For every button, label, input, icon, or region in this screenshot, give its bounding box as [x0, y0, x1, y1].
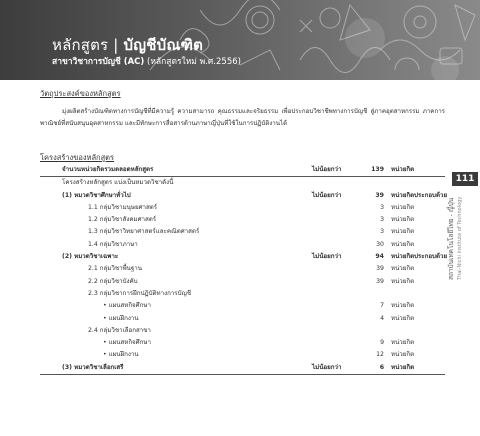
structure-row	[40, 337, 445, 349]
row-unit: หน่วยกิต	[391, 240, 415, 248]
subtitle-major: สาขาวิชาการบัญชี (AC)	[52, 57, 145, 67]
row-label: 2.1 กลุ่มวิชาพื้นฐาน	[88, 265, 142, 273]
structure-row	[40, 300, 445, 312]
structure-row	[40, 276, 445, 288]
row-label: จำนวนหน่วยกิตรวมตลอดหลักสูตร	[62, 166, 154, 173]
row-label: 2.2 กลุ่มวิชาบังคับ	[88, 277, 138, 285]
structure-row	[40, 226, 445, 238]
row-unit: หน่วยกิต	[391, 265, 415, 273]
row-label: • แผนสหกิจศึกษา	[103, 339, 151, 347]
row-note: ประกอบด้วย	[414, 191, 448, 199]
row-unit: หน่วยกิต	[391, 314, 415, 322]
row-label: โครงสร้างหลักสูตร แบ่งเป็นหมวดวิชาดังนี้	[62, 179, 174, 187]
row-label: • แผนฝึกงาน	[103, 314, 139, 322]
row-credits: 39	[376, 265, 384, 273]
row-credits: 4	[380, 314, 384, 322]
row-credits: 3	[380, 228, 384, 236]
row-unit: หน่วยกิต	[391, 277, 415, 285]
row-credits: 7	[380, 302, 384, 310]
row-condition: ไม่น้อยกว่า	[312, 191, 342, 199]
row-label: • แผนฝึกงาน	[103, 351, 139, 359]
title-prefix: หลักสูตร	[52, 36, 109, 54]
title-program: บัญชีบัณฑิต	[123, 36, 204, 54]
structure-row	[40, 239, 445, 251]
row-label: • แผนสหกิจศึกษา	[103, 302, 151, 310]
row-credits: 3	[380, 216, 384, 224]
structure-row	[40, 325, 445, 337]
row-unit: หน่วยกิต	[391, 228, 415, 236]
row-label: 1.2 กลุ่มวิชาสังคมศาสตร์	[88, 216, 157, 224]
row-credits: 139	[371, 166, 384, 173]
row-condition: ไม่น้อยกว่า	[312, 166, 342, 173]
row-note: ประกอบด้วย	[414, 253, 448, 261]
structure-row	[40, 190, 448, 202]
row-unit: หน่วยกิต	[391, 216, 415, 224]
row-label: 2.3 กลุ่มวิชาการฝึกปฏิบัติทางการบัญชี	[88, 289, 192, 297]
row-credits: 6	[379, 363, 384, 371]
row-condition: ไม่น้อยกว่า	[312, 363, 342, 371]
row-credits: 3	[380, 203, 384, 211]
row-unit: หน่วยกิต	[391, 191, 415, 199]
row-credits: 39	[376, 277, 384, 285]
row-label: (1) หมวดวิชาศึกษาทั่วไป	[62, 191, 131, 199]
structure-row	[40, 313, 445, 325]
row-credits: 30	[376, 240, 384, 248]
objectives-section	[40, 88, 445, 130]
institute-name-th: สถาบันเทคโนโลยีไทย - ญี่ปุ่น	[447, 197, 455, 280]
subtitle-curriculum: (หลักสูตรใหม่ พ.ศ.2556)	[147, 57, 241, 67]
page-title: หลักสูตร | บัญชีบัณฑิต	[52, 36, 204, 54]
row-unit: หน่วยกิต	[391, 339, 415, 347]
row-label: (2) หมวดวิชาเฉพาะ	[62, 253, 119, 261]
row-condition: ไม่น้อยกว่า	[312, 253, 342, 261]
institute-name-en: Thai-Nichi Institute of Technology	[457, 196, 463, 280]
structure-row	[40, 251, 448, 263]
row-unit: หน่วยกิต	[391, 363, 415, 371]
structure-row	[40, 177, 445, 189]
row-unit: หน่วยกิต	[391, 166, 415, 173]
row-credits: 94	[375, 253, 384, 261]
row-unit: หน่วยกิต	[391, 203, 415, 211]
structure-row	[40, 202, 445, 214]
structure-heading: โครงสร้างของหลักสูตร	[40, 153, 115, 162]
row-unit: หน่วยกิต	[391, 253, 415, 261]
structure-row	[40, 214, 445, 226]
structure-table	[40, 164, 448, 375]
objectives-text: มุ่งผลิตสร้างบัณฑิตทางการบัญชีที่มีความรู้ ความสามารถ คุณธรรมและจริยธรรม เพื่อประกอบวิชาชีพทางการบัญชี สู่ภาคอุตสาหกรรม ภาคการพาณิชย์ที่สนับสนุนอุตสาหกรรม และมีทักษะการสื่อสารด้านภาษาญี่ปุ่นที่ใช้ในการปฏิบัติงานได้	[40, 108, 445, 127]
objectives-heading: วัตถุประสงค์ของหลักสูตร	[40, 89, 121, 98]
structure-row	[40, 349, 445, 361]
row-label: 2.4 กลุ่มวิชาเลือกสาขา	[88, 326, 151, 334]
side-institute-label	[446, 160, 463, 280]
structure-row	[40, 288, 445, 300]
row-unit: หน่วยกิต	[391, 302, 415, 310]
row-credits: 12	[376, 351, 384, 359]
header-banner	[0, 0, 480, 80]
structure-row	[40, 164, 445, 176]
row-label: 1.3 กลุ่มวิชาวิทยาศาสตร์และคณิตศาสตร์	[88, 228, 200, 236]
row-credits: 9	[380, 339, 384, 347]
row-label: (3) หมวดวิชาเลือกเสรี	[62, 363, 124, 371]
table-bottom-divider	[40, 374, 445, 375]
row-credits: 39	[375, 191, 384, 199]
structure-row	[40, 362, 445, 374]
row-label: 1.4 กลุ่มวิชาภาษา	[88, 240, 138, 248]
structure-row	[40, 263, 445, 275]
page-subtitle	[52, 54, 241, 68]
row-unit: หน่วยกิต	[391, 351, 415, 359]
page-number-tab: 111	[452, 172, 478, 186]
row-label: 1.1 กลุ่มวิชามนุษยศาสตร์	[88, 203, 158, 211]
